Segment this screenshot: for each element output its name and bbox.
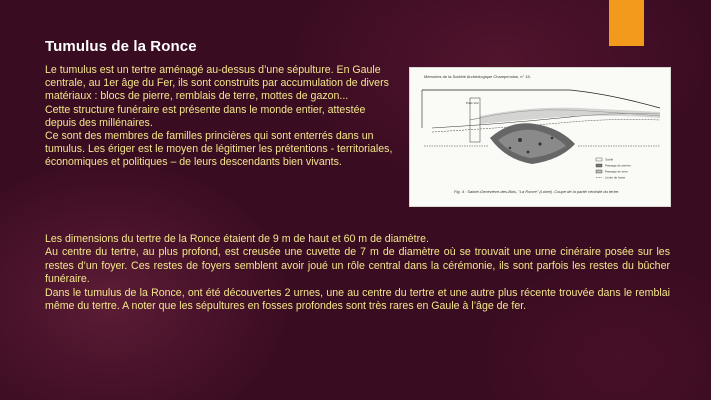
- intro-paragraph: Ce sont des membres de familles princières qui sont enterrés dans un tumulus. Les ériger est le moyen de légitimer les prétentions - territoriales, économiques et politiques – de leurs descendants bien vivants.: [45, 130, 393, 169]
- accent-bar: [609, 0, 644, 46]
- details-paragraph: Les dimensions du tertre de la Ronce étaient de 9 m de haut et 60 m de diamètre.: [45, 233, 429, 245]
- legend-label: Scellé: [605, 157, 614, 162]
- legend-label: Passage de terre: [605, 169, 628, 174]
- svg-text:Puits Viré: Puits Viré: [466, 101, 479, 105]
- figure-header: Mémoires de la Société Archéologique Champenoise, n° 15.: [424, 74, 531, 79]
- slide-title: Tumulus de la Ronce: [45, 38, 197, 55]
- legend-label: Passage de pierres: [605, 163, 631, 168]
- intro-paragraph: Le tumulus est un tertre aménagé au-dessus d’une sépulture. En Gaule centrale, au 1er âge du Fer, ils sont construits par accumulation de divers matériaux : blocs de pierre, remblais de terre, mottes de gazon...: [45, 64, 389, 103]
- figure-caption: Fig. 4 : Sainte-Geneviève-des-Bois, "La Ronce" (Loiret). Coupe de la partie centrale du tertre.: [454, 189, 620, 194]
- details-text-block: [45, 233, 670, 313]
- legend-label: Limite de fosse: [605, 175, 626, 180]
- intro-paragraph: Cette structure funéraire est présente dans le monde entier, attestée depuis des millénaires.: [45, 103, 366, 129]
- details-paragraph: Dans le tumulus de la Ronce, ont été découvertes 2 urnes, une au centre du tertre et une autre plus récente trouvée dans le remblai même du tertre. A noter que les sépultures en fosses profondes sont très rares en Gaule à l’âge de fer.: [45, 286, 670, 313]
- cross-section-drawing: [410, 68, 670, 206]
- tumulus-cross-section-figure: [409, 67, 671, 207]
- intro-text-block: [45, 64, 395, 170]
- details-paragraph: Au centre du tertre, au plus profond, est creusée une cuvette de 7 m de diamètre où se trouvait une urne cinéraire posée sur les restes d’un foyer. Ces restes de foyers semblent avoir joué un rôle central dans la cérémonie, ils sont parfois les restes du bûcher funéraire.: [45, 246, 670, 286]
